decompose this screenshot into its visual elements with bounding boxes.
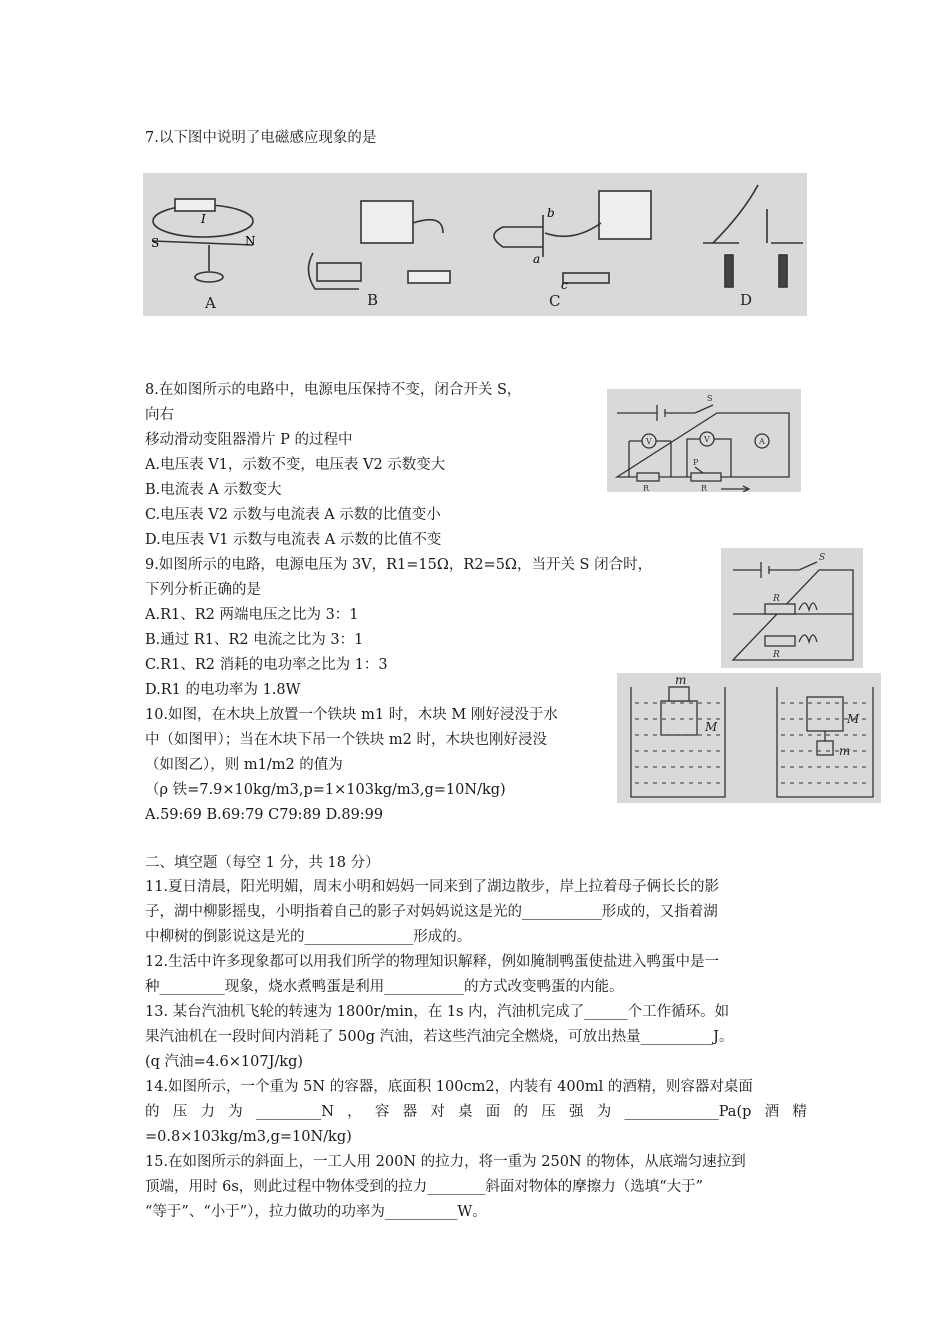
q8-fig-r1: R <box>643 484 650 492</box>
q9-option-c: C.R1、R2 消耗的电功率之比为 1：3 <box>145 657 388 673</box>
q14-part: _____________Pa(p <box>624 1104 752 1120</box>
q11-line2: 子，湖中柳影摇曳，小明指着自己的影子对妈妈说这是光的___________形成的，又指着湖 <box>145 904 718 920</box>
q7-stem: 7.以下图中说明了电磁感应现象的是 <box>145 130 377 146</box>
q8-stem-line1: 8.在如图所示的电路中，电源电压保持不变，闭合开关 S， <box>145 382 522 398</box>
q14-part: _________N <box>255 1104 334 1120</box>
q14-part: 器 <box>402 1104 418 1120</box>
q9-option-a: A.R1、R2 两端电压之比为 3：1 <box>145 607 359 623</box>
q14-line2 <box>145 1102 807 1122</box>
q13-line2: 果汽油机在一段时间内消耗了 500g 汽油，若这些汽油完全燃烧，可放出热量__________J。 <box>145 1029 734 1045</box>
q7-mark-a: a <box>533 252 541 266</box>
q7-mark-i: I <box>201 212 206 226</box>
q11-line1: 11.夏日清晨，阳光明媚，周末小明和妈妈一同来到了湖边散步，岸上拉着母子俩长长的影 <box>145 879 720 895</box>
q14-part: 压 <box>172 1104 188 1120</box>
q14-part: 的 <box>513 1104 529 1120</box>
q7-label-d: D <box>740 291 753 309</box>
q14-part: ， <box>347 1104 362 1120</box>
q7-mark-n: N <box>245 234 256 248</box>
q10-fig-m1: m <box>675 673 687 687</box>
q7-figure <box>143 173 807 316</box>
q14-part: 桌 <box>458 1104 473 1120</box>
q8-circuit-drawing <box>607 389 801 492</box>
q14-part: 为 <box>228 1104 243 1120</box>
q10-fig-M-left: M <box>705 720 718 734</box>
q14-part: 精 <box>792 1104 807 1120</box>
q10-stem-line2: 中（如图甲）；当在木块下吊一个铁块 m2 时，木块也刚好浸没 <box>145 732 547 748</box>
q10-figure-drawing <box>617 673 881 803</box>
q9-stem-line2: 下列分析正确的是 <box>145 582 261 598</box>
q8-fig-v1: V <box>646 437 652 446</box>
q15-line1: 15.在如图所示的斜面上，一工人用 200N 的拉力，将一重为 250N 的物体，从底端匀速拉到 <box>145 1154 746 1170</box>
q7-figure-drawing <box>143 173 807 316</box>
q8-option-a: A.电压表 V1，示数不变，电压表 V2 示数变大 <box>145 457 446 473</box>
q15-line2: 顶端，用时 6s，则此过程中物体受到的拉力________斜面对物体的摩擦力（选填“大于” <box>145 1179 704 1195</box>
q9-fig-r2: R <box>773 650 780 660</box>
q15-line3: “等于”、“小于”），拉力做功的功率为__________W。 <box>145 1204 487 1220</box>
q14-part: 压 <box>541 1104 556 1120</box>
q14-part: 对 <box>430 1104 445 1120</box>
q9-circuit-figure <box>721 548 863 668</box>
q14-line1: 14.如图所示，一个重为 5N 的容器，底面积 100cm2，内装有 400ml 的酒精，则容器对桌面 <box>145 1079 753 1095</box>
q8-option-b: B.电流表 A 示数变大 <box>145 482 282 498</box>
q10-fig-m2: m <box>839 744 851 758</box>
q8-circuit-figure <box>607 389 801 492</box>
q9-option-d: D.R1 的电功率为 1.8W <box>145 682 301 698</box>
q7-mark-c: c <box>561 278 568 292</box>
q8-fig-p: P <box>693 458 699 467</box>
q9-stem-line1: 9.如图所示的电路，电源电压为 3V，R1=15Ω，R2=5Ω，当开关 S 闭合时， <box>145 557 653 573</box>
q13-line3: (q 汽油=4.6×107J/kg) <box>145 1054 304 1070</box>
q12-line2: 种_________现象，烧水煮鸭蛋是利用___________的方式改变鸭蛋的内能。 <box>145 979 624 995</box>
q9-fig-s: S <box>819 553 826 563</box>
q10-figure <box>617 673 881 803</box>
q8-fig-s: S <box>707 394 713 403</box>
q8-stem-line2: 向右 <box>145 407 174 423</box>
q8-fig-rx: R <box>701 484 708 492</box>
q7-label-a: A <box>205 294 216 312</box>
q13-line1: 13. 某台汽油机飞轮的转速为 1800r/min，在 1s 内，汽油机完成了______个工作循环。如 <box>145 1004 730 1020</box>
q10-stem-line4: （ρ 铁=7.9×10kg/m3,p=1×103kg/m3,g=10N/kg) <box>145 782 506 798</box>
q14-part: 的 <box>145 1104 160 1120</box>
q9-option-b: B.通过 R1、R2 电流之比为 3：1 <box>145 632 364 648</box>
q14-line3: =0.8×103kg/m3,g=10N/kg) <box>145 1129 352 1145</box>
q8-option-c: C.电压表 V2 示数与电流表 A 示数的比值变小 <box>145 507 441 523</box>
q8-option-d: D.电压表 V1 示数与电流表 A 示数的比值不变 <box>145 532 442 548</box>
q14-part: 为 <box>596 1104 612 1120</box>
q10-stem-line1: 10.如图，在木块上放置一个铁块 m1 时，木块 M 刚好浸没于水 <box>145 707 558 723</box>
q10-stem-line3: （如图乙），则 m1/m2 的值为 <box>145 757 343 773</box>
q10-fig-M-right: M <box>847 712 860 726</box>
q14-part: 力 <box>200 1104 215 1120</box>
q7-mark-s: S <box>151 236 160 250</box>
q9-circuit-drawing <box>721 548 863 668</box>
q14-part: 面 <box>485 1104 501 1120</box>
section-2-heading: 二、填空题（每空 1 分，共 18 分） <box>145 855 380 871</box>
q8-stem-line3: 移动滑动变阻器滑片 P 的过程中 <box>145 432 353 448</box>
q7-label-b: B <box>367 291 379 309</box>
q7-label-c: C <box>549 292 561 310</box>
q8-fig-v2: V <box>704 435 710 444</box>
q14-part: 酒 <box>764 1104 780 1120</box>
q12-line1: 12.生活中许多现象都可以用我们所学的物理知识解释，例如腌制鸭蛋使盐进入鸭蛋中是一 <box>145 954 720 970</box>
q10-options: A.59:69 B.69:79 C79:89 D.89:99 <box>145 807 384 823</box>
q14-part: 强 <box>568 1104 584 1120</box>
q7-mark-b: b <box>547 206 555 220</box>
q14-part: 容 <box>374 1104 390 1120</box>
q11-line3: 中柳树的倒影说这是光的_______________形成的。 <box>145 929 472 945</box>
q9-fig-r1: R <box>773 594 780 604</box>
q8-fig-a: A <box>759 437 765 446</box>
